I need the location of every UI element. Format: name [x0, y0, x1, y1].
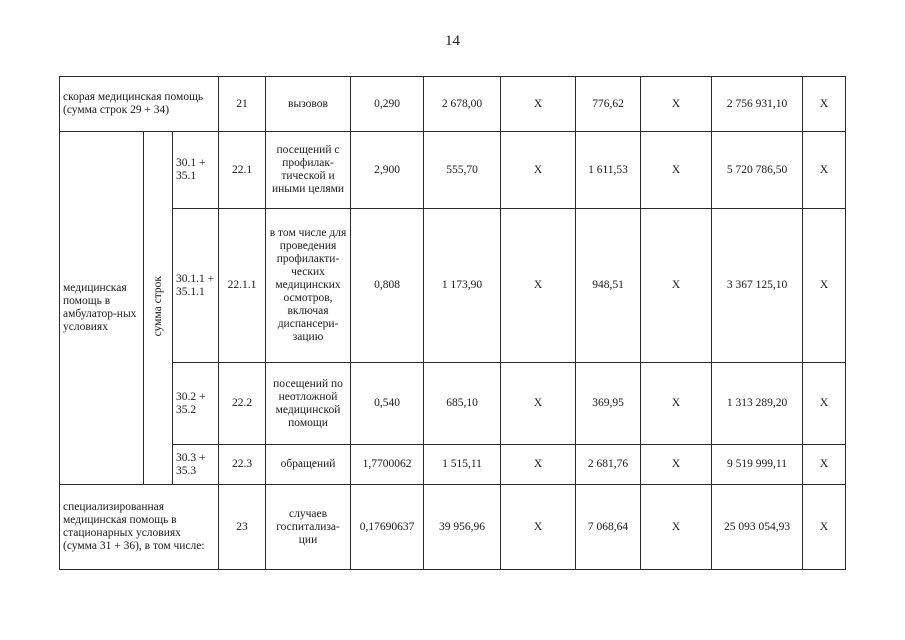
x-cell: X: [641, 132, 712, 209]
value-cell: 0,290: [351, 77, 424, 132]
x-cell: X: [641, 363, 712, 445]
row-name: специализированная медицинская помощь в стационарных условиях (сумма 31 + 36), в том числе:: [60, 485, 219, 570]
value-cell: 5 720 786,50: [712, 132, 803, 209]
page-number: 14: [445, 33, 460, 49]
x-cell: X: [803, 132, 846, 209]
value-cell: 2,900: [351, 132, 424, 209]
unit-text: случаев госпитализа-ции: [276, 507, 340, 546]
table-row: [60, 132, 846, 209]
x-cell: X: [501, 77, 576, 132]
x-cell: X: [501, 485, 576, 570]
row-number: 22.1: [219, 132, 266, 209]
unit-cell: обращений: [266, 445, 351, 485]
value-cell: 0,17690637: [351, 485, 424, 570]
value-cell: 685,10: [424, 363, 501, 445]
table-row: [60, 77, 846, 132]
value-cell: 3 367 125,10: [712, 209, 803, 363]
value-cell: 1 173,90: [424, 209, 501, 363]
x-cell: X: [641, 445, 712, 485]
row-number: 22.2: [219, 363, 266, 445]
vertical-label-cell: [144, 132, 173, 485]
sub-rows-cell: 30.3 + 35.3: [173, 445, 219, 485]
unit-text: посещений с профилак-тической и иными целями: [271, 144, 345, 195]
sub-rows-cell: 30.2 + 35.2: [173, 363, 219, 445]
x-cell: X: [641, 77, 712, 132]
value-cell: 39 956,96: [424, 485, 501, 570]
table-row: [60, 485, 846, 570]
row-number: 22.3: [219, 445, 266, 485]
value-cell: 2 756 931,10: [712, 77, 803, 132]
value-cell: 0,540: [351, 363, 424, 445]
x-cell: X: [803, 363, 846, 445]
x-cell: X: [803, 209, 846, 363]
value-cell: 369,95: [576, 363, 641, 445]
x-cell: X: [501, 363, 576, 445]
ambulatory-group-name: медицинская помощь в амбулатор-ных условиях: [60, 132, 144, 485]
unit-cell: [266, 209, 351, 363]
table-row: [60, 363, 846, 445]
value-cell: 1 611,53: [576, 132, 641, 209]
value-cell: 1 515,11: [424, 445, 501, 485]
value-cell: 948,51: [576, 209, 641, 363]
row-name: скорая медицинская помощь (сумма строк 29 + 34): [60, 77, 219, 132]
value-cell: 555,70: [424, 132, 501, 209]
value-cell: 0,808: [351, 209, 424, 363]
x-cell: X: [641, 209, 712, 363]
value-cell: 1 313 289,20: [712, 363, 803, 445]
x-cell: X: [501, 445, 576, 485]
x-cell: X: [641, 485, 712, 570]
value-cell: 25 093 054,93: [712, 485, 803, 570]
row-number: 23: [219, 485, 266, 570]
unit-cell: [266, 132, 351, 209]
sub-rows-cell: 30.1 + 35.1: [173, 132, 219, 209]
x-cell: X: [501, 132, 576, 209]
value-cell: 1,7700062: [351, 445, 424, 485]
unit-cell: вызовов: [266, 77, 351, 132]
value-cell: 2 678,00: [424, 77, 501, 132]
x-cell: X: [803, 445, 846, 485]
x-cell: X: [803, 77, 846, 132]
vertical-label: сумма строк: [151, 275, 164, 337]
unit-text: посещений по неотложной медицинской помощи: [273, 377, 343, 429]
table-row: [60, 209, 846, 363]
x-cell: X: [803, 485, 846, 570]
row-number: 21: [219, 77, 266, 132]
value-cell: 2 681,76: [576, 445, 641, 485]
sub-rows-cell: 30.1.1 + 35.1.1: [173, 209, 219, 363]
value-cell: 9 519 999,11: [712, 445, 803, 485]
value-cell: 7 068,64: [576, 485, 641, 570]
value-cell: 776,62: [576, 77, 641, 132]
unit-text: в том числе для проведения профилакти-ческих медицинских осмотров, включая диспансери-зацию: [269, 227, 347, 343]
x-cell: X: [501, 209, 576, 363]
row-number: 22.1.1: [219, 209, 266, 363]
tariff-table: [59, 76, 846, 570]
unit-cell: [266, 363, 351, 445]
table-row: [60, 445, 846, 485]
unit-cell: [266, 485, 351, 570]
